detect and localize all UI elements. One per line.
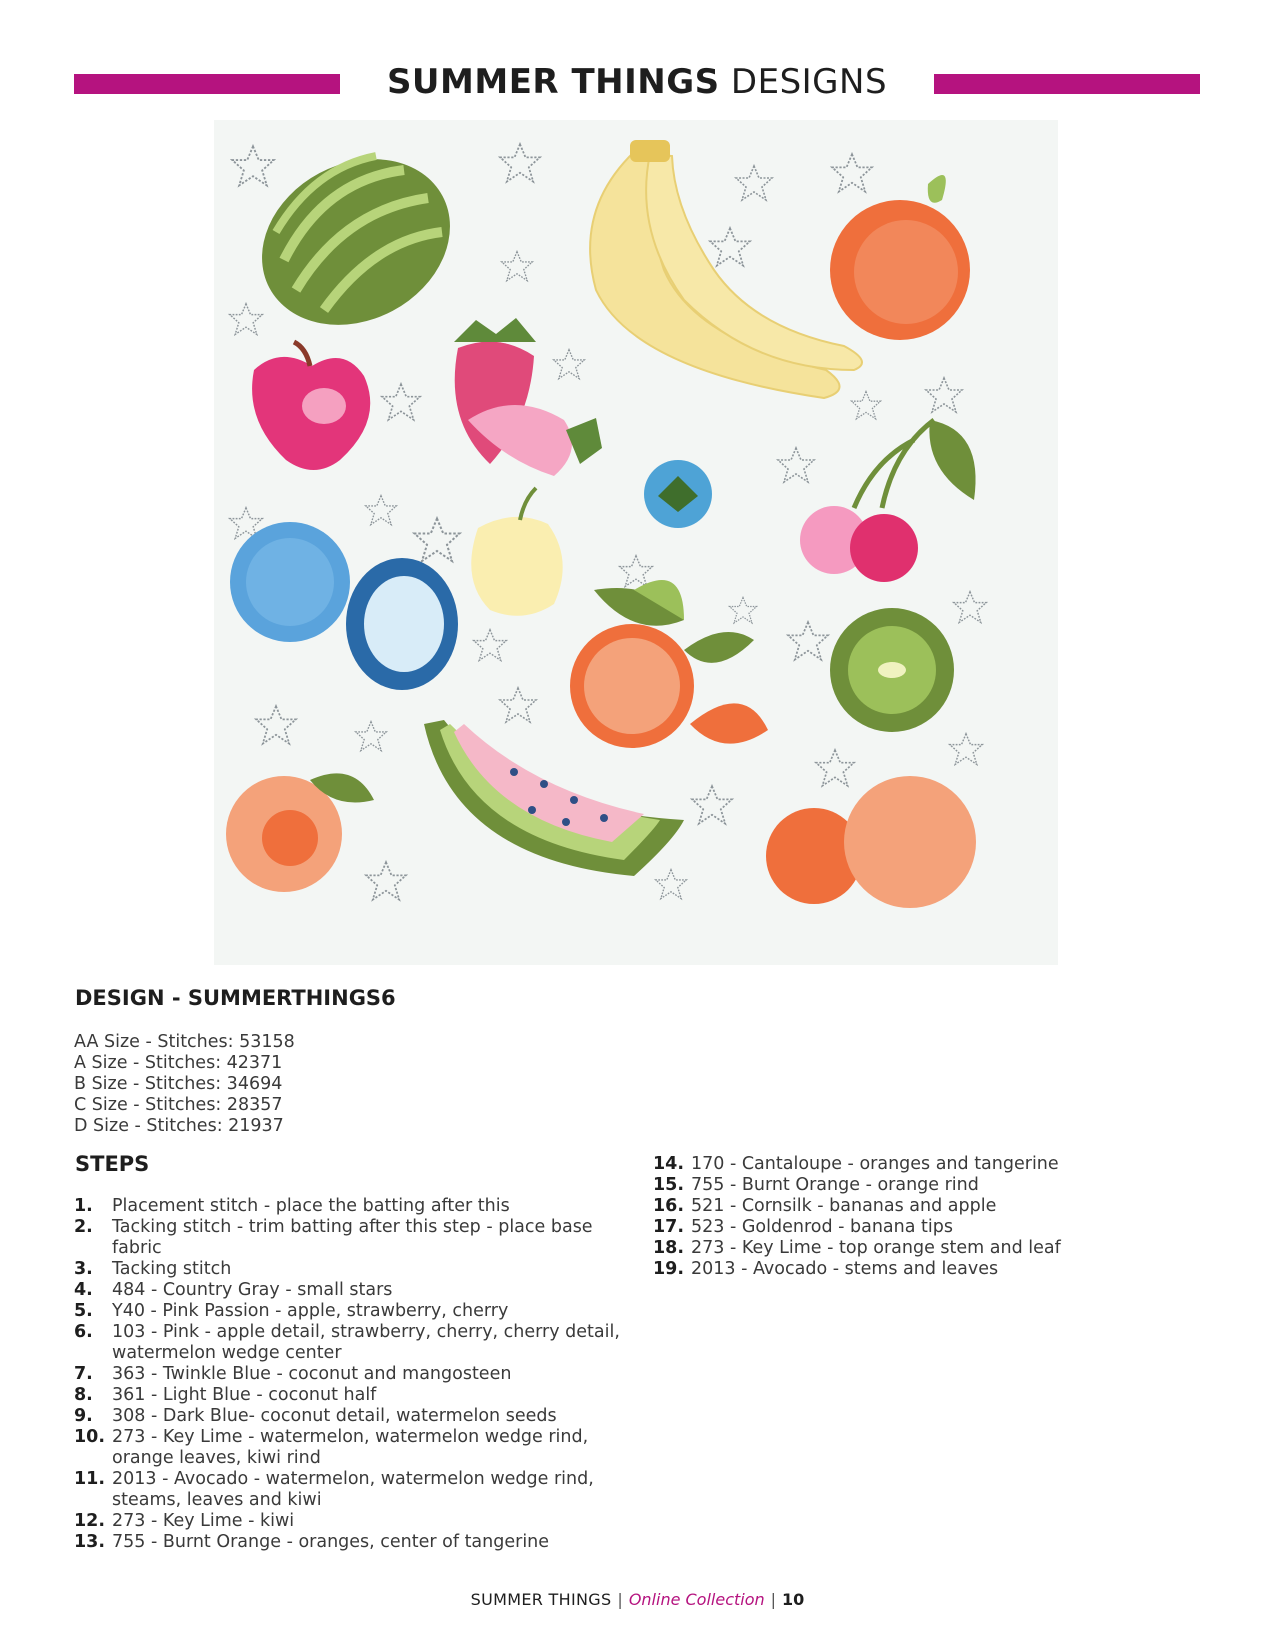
stitch-size-list <box>74 1032 295 1137</box>
step-text: 523 - Goldenrod - banana tips <box>691 1217 953 1237</box>
step-item <box>653 1238 1083 1259</box>
step-item <box>74 1364 634 1385</box>
step-item <box>74 1301 634 1322</box>
step-number: 4. <box>74 1280 93 1300</box>
size-line: D Size - Stitches: 21937 <box>74 1116 284 1136</box>
step-number: 17. <box>653 1217 685 1237</box>
step-number: 12. <box>74 1511 106 1531</box>
step-number: 19. <box>653 1259 685 1279</box>
step-number: 7. <box>74 1364 93 1384</box>
step-number: 10. <box>74 1427 106 1447</box>
step-item <box>74 1280 634 1301</box>
step-text: 273 - Key Lime - top orange stem and leaf <box>691 1238 1061 1258</box>
step-text: 308 - Dark Blue- coconut detail, watermelon seeds <box>112 1406 557 1426</box>
steps-list-column-1 <box>74 1196 634 1553</box>
step-text: Y40 - Pink Passion - apple, strawberry, cherry <box>112 1301 509 1321</box>
step-text: 2013 - Avocado - watermelon, watermelon wedge rind, steams, leaves and kiwi <box>112 1469 594 1510</box>
mangosteen-icon <box>644 460 712 528</box>
size-line: B Size - Stitches: 34694 <box>74 1074 283 1094</box>
step-text: Placement stitch - place the batting after this <box>112 1196 510 1216</box>
step-item <box>74 1427 634 1469</box>
step-number: 8. <box>74 1385 93 1405</box>
steps-heading: STEPS <box>75 1152 150 1176</box>
page-title-light: DESIGNS <box>730 62 888 102</box>
step-item <box>653 1196 1083 1217</box>
step-text: 755 - Burnt Orange - oranges, center of tangerine <box>112 1532 550 1552</box>
step-item <box>74 1322 634 1364</box>
footer-title: SUMMER THINGS <box>470 1590 612 1609</box>
step-item <box>653 1154 1083 1175</box>
step-number: 13. <box>74 1532 106 1552</box>
step-text: 170 - Cantaloupe - oranges and tangerine <box>691 1154 1059 1174</box>
step-number: 5. <box>74 1301 93 1321</box>
footer-separator: | <box>617 1590 623 1609</box>
step-text: 103 - Pink - apple detail, strawberry, cherry, cherry detail, watermelon wedge center <box>112 1322 620 1363</box>
step-text: 273 - Key Lime - watermelon, watermelon wedge rind, orange leaves, kiwi rind <box>112 1427 589 1468</box>
step-text: Tacking stitch - trim batting after this step - place base fabric <box>112 1217 593 1258</box>
step-number: 16. <box>653 1196 685 1216</box>
footer-separator: | <box>770 1590 777 1609</box>
step-item <box>74 1406 634 1427</box>
steps-list-column-2 <box>653 1154 1083 1280</box>
step-text: 2013 - Avocado - stems and leaves <box>691 1259 999 1279</box>
step-item <box>74 1385 634 1406</box>
step-item <box>74 1196 634 1217</box>
step-number: 18. <box>653 1238 685 1258</box>
step-number: 14. <box>653 1154 685 1174</box>
step-text: Tacking stitch <box>112 1259 232 1279</box>
step-number: 3. <box>74 1259 93 1279</box>
step-text: 361 - Light Blue - coconut half <box>112 1385 377 1405</box>
step-item <box>74 1259 634 1280</box>
step-number: 2. <box>74 1217 93 1237</box>
step-item <box>74 1469 634 1511</box>
step-text: 273 - Key Lime - kiwi <box>112 1511 295 1531</box>
page-number: 10 <box>782 1590 805 1609</box>
step-number: 6. <box>74 1322 93 1342</box>
step-item <box>74 1511 634 1532</box>
step-item <box>74 1217 634 1259</box>
size-line: A Size - Stitches: 42371 <box>74 1053 283 1073</box>
footer-collection: Online Collection <box>628 1590 765 1609</box>
step-number: 11. <box>74 1469 106 1489</box>
embroidery-design-image <box>214 120 1058 965</box>
step-text: 755 - Burnt Orange - orange rind <box>691 1175 979 1195</box>
step-item <box>653 1259 1083 1280</box>
size-line: C Size - Stitches: 28357 <box>74 1095 283 1115</box>
page-title-bold: SUMMER THINGS <box>386 62 720 102</box>
header-accent-bar-left <box>74 74 340 94</box>
step-text: 484 - Country Gray - small stars <box>112 1280 393 1300</box>
kiwi-icon <box>830 608 954 732</box>
step-item <box>653 1175 1083 1196</box>
step-text: 521 - Cornsilk - bananas and apple <box>691 1196 997 1216</box>
step-number: 1. <box>74 1196 93 1216</box>
size-line: AA Size - Stitches: 53158 <box>74 1032 295 1052</box>
step-number: 15. <box>653 1175 685 1195</box>
page-title <box>340 62 934 102</box>
step-number: 9. <box>74 1406 93 1426</box>
step-text: 363 - Twinkle Blue - coconut and mangosteen <box>112 1364 512 1384</box>
step-item <box>74 1532 634 1553</box>
design-heading: DESIGN - SUMMERTHINGS6 <box>75 986 396 1010</box>
page-footer <box>0 1590 1275 1609</box>
header-accent-bar-right <box>934 74 1200 94</box>
step-item <box>653 1217 1083 1238</box>
